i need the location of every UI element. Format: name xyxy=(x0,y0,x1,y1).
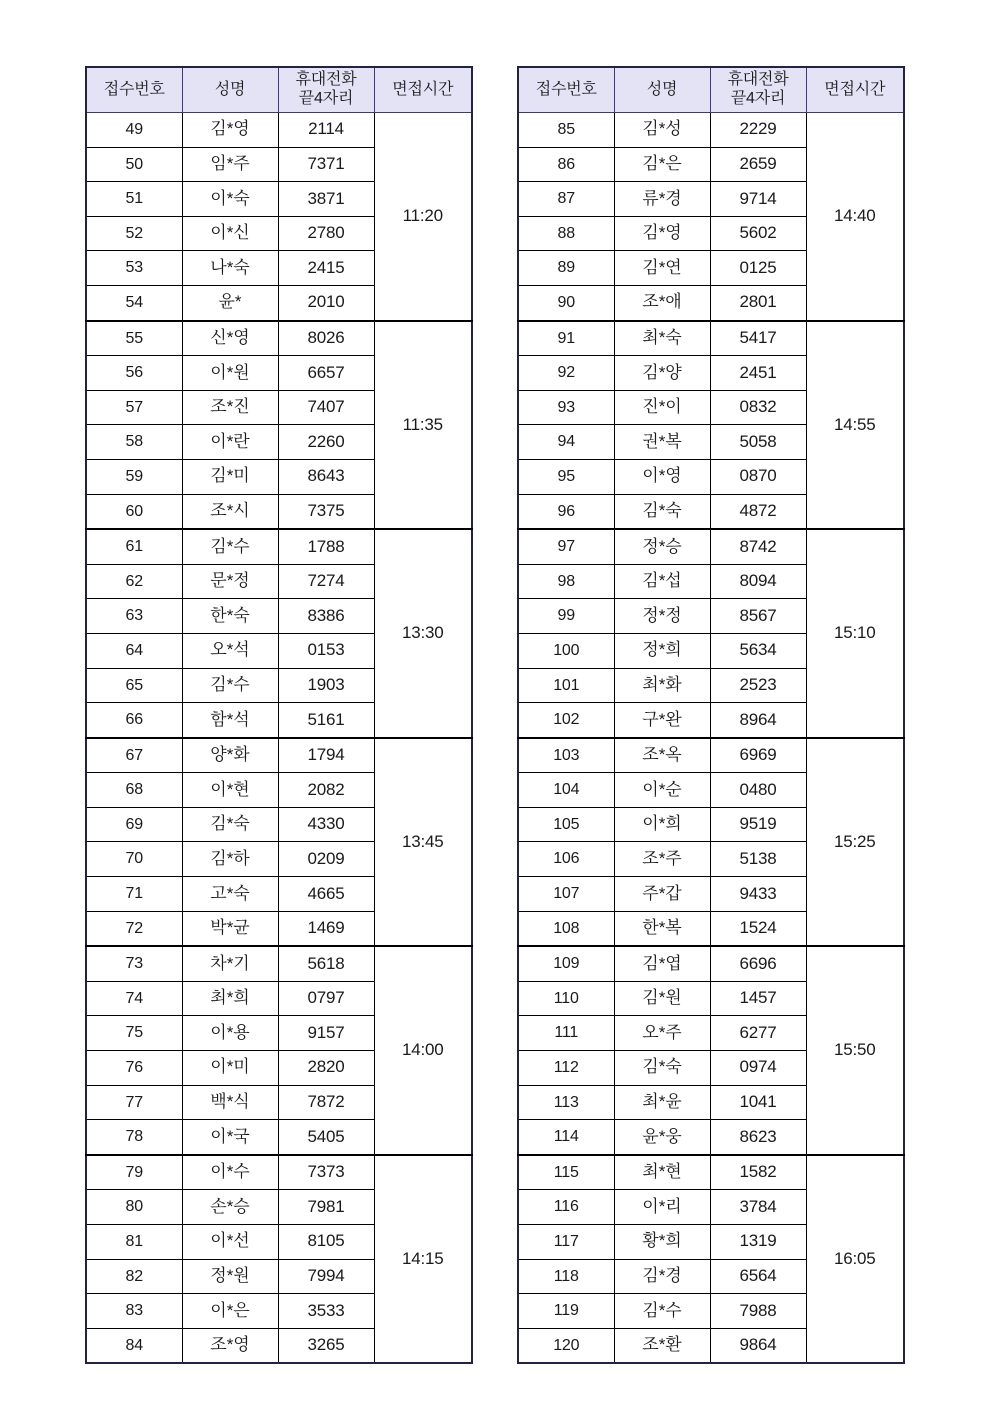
cell-phone-last4: 5405 xyxy=(278,1120,374,1155)
cell-number: 85 xyxy=(518,113,614,148)
cell-number: 94 xyxy=(518,425,614,460)
cell-name: 한*복 xyxy=(614,911,710,946)
cell-name: 조*시 xyxy=(182,494,278,529)
cell-name: 이*희 xyxy=(614,807,710,842)
cell-phone-last4: 0153 xyxy=(278,633,374,668)
cell-name: 이*용 xyxy=(182,1016,278,1051)
cell-phone-last4: 0480 xyxy=(710,773,806,808)
cell-number: 77 xyxy=(86,1085,182,1120)
cell-phone-last4: 1903 xyxy=(278,668,374,703)
column-header-phone-line2: 끝4자리 xyxy=(298,90,354,107)
table-row xyxy=(518,113,904,148)
cell-name: 김*수 xyxy=(182,668,278,703)
cell-number: 104 xyxy=(518,773,614,808)
cell-name: 조*진 xyxy=(182,390,278,425)
cell-number: 56 xyxy=(86,356,182,391)
cell-phone-last4: 7407 xyxy=(278,390,374,425)
cell-name: 권*복 xyxy=(614,425,710,460)
cell-number: 64 xyxy=(86,633,182,668)
cell-phone-last4: 8742 xyxy=(710,529,806,564)
cell-name: 김*숙 xyxy=(182,807,278,842)
cell-name: 김*경 xyxy=(614,1259,710,1294)
table-header-right xyxy=(518,67,904,113)
cell-phone-last4: 6969 xyxy=(710,738,806,773)
cell-name: 이*리 xyxy=(614,1190,710,1225)
table-row xyxy=(86,1155,472,1190)
cell-number: 49 xyxy=(86,113,182,148)
table-row xyxy=(518,738,904,773)
cell-phone-last4: 3871 xyxy=(278,182,374,217)
cell-number: 120 xyxy=(518,1328,614,1363)
cell-phone-last4: 2780 xyxy=(278,216,374,251)
cell-name: 김*숙 xyxy=(614,494,710,529)
cell-phone-last4: 8623 xyxy=(710,1120,806,1155)
cell-phone-last4: 4872 xyxy=(710,494,806,529)
cell-phone-last4: 7994 xyxy=(278,1259,374,1294)
table-header-left xyxy=(86,67,472,113)
cell-name: 최*숙 xyxy=(614,321,710,356)
cell-name: 한*숙 xyxy=(182,599,278,634)
cell-name: 양*화 xyxy=(182,738,278,773)
cell-name: 이*숙 xyxy=(182,182,278,217)
column-header-phone xyxy=(278,67,374,113)
cell-number: 93 xyxy=(518,390,614,425)
table-row xyxy=(86,738,472,773)
cell-name: 조*옥 xyxy=(614,738,710,773)
cell-number: 67 xyxy=(86,738,182,773)
cell-name: 김*성 xyxy=(614,113,710,148)
cell-phone-last4: 5618 xyxy=(278,946,374,981)
schedule-table-right-wrapper xyxy=(517,66,903,1364)
cell-number: 54 xyxy=(86,285,182,320)
cell-interview-time: 15:25 xyxy=(806,738,904,947)
cell-phone-last4: 3265 xyxy=(278,1328,374,1363)
cell-name: 정*승 xyxy=(614,529,710,564)
cell-phone-last4: 8567 xyxy=(710,599,806,634)
cell-phone-last4: 0797 xyxy=(278,981,374,1016)
cell-name: 진*이 xyxy=(614,390,710,425)
cell-number: 65 xyxy=(86,668,182,703)
cell-number: 97 xyxy=(518,529,614,564)
cell-number: 109 xyxy=(518,946,614,981)
cell-phone-last4: 1469 xyxy=(278,911,374,946)
cell-name: 김*섭 xyxy=(614,564,710,599)
table-row xyxy=(518,321,904,356)
cell-name: 손*승 xyxy=(182,1190,278,1225)
cell-phone-last4: 8964 xyxy=(710,703,806,738)
cell-phone-last4: 1582 xyxy=(710,1155,806,1190)
cell-number: 84 xyxy=(86,1328,182,1363)
cell-phone-last4: 1041 xyxy=(710,1085,806,1120)
cell-name: 정*정 xyxy=(614,599,710,634)
cell-interview-time: 14:00 xyxy=(374,946,472,1155)
schedule-table-left xyxy=(85,66,473,1364)
cell-phone-last4: 4330 xyxy=(278,807,374,842)
cell-phone-last4: 1319 xyxy=(710,1225,806,1260)
cell-number: 79 xyxy=(86,1155,182,1190)
cell-name: 나*숙 xyxy=(182,251,278,286)
cell-number: 80 xyxy=(86,1190,182,1225)
cell-number: 90 xyxy=(518,285,614,320)
cell-number: 58 xyxy=(86,425,182,460)
cell-number: 108 xyxy=(518,911,614,946)
cell-number: 116 xyxy=(518,1190,614,1225)
cell-number: 81 xyxy=(86,1225,182,1260)
cell-name: 김*원 xyxy=(614,981,710,1016)
cell-phone-last4: 7371 xyxy=(278,147,374,182)
cell-name: 정*희 xyxy=(614,633,710,668)
table-row xyxy=(86,946,472,981)
cell-phone-last4: 6657 xyxy=(278,356,374,391)
cell-number: 113 xyxy=(518,1085,614,1120)
cell-phone-last4: 0832 xyxy=(710,390,806,425)
cell-phone-last4: 8094 xyxy=(710,564,806,599)
cell-number: 63 xyxy=(86,599,182,634)
header-row xyxy=(518,67,904,113)
cell-name: 이*영 xyxy=(614,459,710,494)
cell-number: 117 xyxy=(518,1225,614,1260)
cell-phone-last4: 0125 xyxy=(710,251,806,286)
column-header-phone-line2: 끝4자리 xyxy=(730,90,786,107)
cell-number: 101 xyxy=(518,668,614,703)
table-row xyxy=(86,113,472,148)
cell-interview-time: 13:30 xyxy=(374,529,472,738)
cell-interview-time: 11:35 xyxy=(374,321,472,530)
cell-number: 60 xyxy=(86,494,182,529)
cell-phone-last4: 6564 xyxy=(710,1259,806,1294)
cell-phone-last4: 8026 xyxy=(278,321,374,356)
cell-phone-last4: 5634 xyxy=(710,633,806,668)
cell-phone-last4: 5602 xyxy=(710,216,806,251)
cell-phone-last4: 7274 xyxy=(278,564,374,599)
cell-number: 73 xyxy=(86,946,182,981)
cell-name: 이*은 xyxy=(182,1294,278,1329)
cell-number: 61 xyxy=(86,529,182,564)
cell-number: 75 xyxy=(86,1016,182,1051)
cell-name: 최*현 xyxy=(614,1155,710,1190)
cell-number: 96 xyxy=(518,494,614,529)
cell-phone-last4: 2659 xyxy=(710,147,806,182)
cell-name: 이*순 xyxy=(614,773,710,808)
cell-number: 89 xyxy=(518,251,614,286)
cell-name: 백*식 xyxy=(182,1085,278,1120)
column-header-name: 성명 xyxy=(614,67,710,113)
cell-phone-last4: 2114 xyxy=(278,113,374,148)
cell-name: 김*미 xyxy=(182,459,278,494)
cell-number: 70 xyxy=(86,842,182,877)
cell-name: 김*숙 xyxy=(614,1051,710,1086)
cell-name: 임*주 xyxy=(182,147,278,182)
column-header-number: 접수번호 xyxy=(86,67,182,113)
cell-phone-last4: 7375 xyxy=(278,494,374,529)
cell-phone-last4: 5417 xyxy=(710,321,806,356)
cell-number: 107 xyxy=(518,877,614,912)
cell-phone-last4: 2523 xyxy=(710,668,806,703)
cell-number: 71 xyxy=(86,877,182,912)
cell-number: 112 xyxy=(518,1051,614,1086)
cell-interview-time: 14:40 xyxy=(806,113,904,321)
cell-phone-last4: 1457 xyxy=(710,981,806,1016)
cell-phone-last4: 9519 xyxy=(710,807,806,842)
cell-number: 51 xyxy=(86,182,182,217)
cell-phone-last4: 2229 xyxy=(710,113,806,148)
cell-number: 92 xyxy=(518,356,614,391)
cell-number: 102 xyxy=(518,703,614,738)
cell-interview-time: 15:10 xyxy=(806,529,904,738)
cell-phone-last4: 2415 xyxy=(278,251,374,286)
cell-phone-last4: 4665 xyxy=(278,877,374,912)
column-header-time: 면접시간 xyxy=(374,67,472,113)
cell-name: 이*원 xyxy=(182,356,278,391)
table-row xyxy=(86,321,472,356)
cell-interview-time: 13:45 xyxy=(374,738,472,947)
cell-name: 김*영 xyxy=(182,113,278,148)
cell-number: 95 xyxy=(518,459,614,494)
cell-phone-last4: 1794 xyxy=(278,738,374,773)
cell-name: 주*갑 xyxy=(614,877,710,912)
cell-phone-last4: 1524 xyxy=(710,911,806,946)
cell-number: 76 xyxy=(86,1051,182,1086)
cell-number: 111 xyxy=(518,1016,614,1051)
cell-phone-last4: 7872 xyxy=(278,1085,374,1120)
cell-phone-last4: 2010 xyxy=(278,285,374,320)
cell-phone-last4: 9433 xyxy=(710,877,806,912)
cell-interview-time: 11:20 xyxy=(374,113,472,321)
cell-name: 이*현 xyxy=(182,773,278,808)
cell-name: 오*주 xyxy=(614,1016,710,1051)
cell-number: 82 xyxy=(86,1259,182,1294)
cell-phone-last4: 3533 xyxy=(278,1294,374,1329)
cell-phone-last4: 0974 xyxy=(710,1051,806,1086)
cell-phone-last4: 2260 xyxy=(278,425,374,460)
cell-name: 이*수 xyxy=(182,1155,278,1190)
cell-interview-time: 16:05 xyxy=(806,1155,904,1364)
cell-number: 106 xyxy=(518,842,614,877)
cell-name: 이*미 xyxy=(182,1051,278,1086)
cell-name: 이*국 xyxy=(182,1120,278,1155)
table-body-right xyxy=(518,113,904,1364)
cell-phone-last4: 2820 xyxy=(278,1051,374,1086)
cell-phone-last4: 0209 xyxy=(278,842,374,877)
cell-name: 최*윤 xyxy=(614,1085,710,1120)
column-header-name: 성명 xyxy=(182,67,278,113)
cell-name: 고*숙 xyxy=(182,877,278,912)
table-row xyxy=(518,946,904,981)
cell-interview-time: 14:55 xyxy=(806,321,904,530)
cell-interview-time: 14:15 xyxy=(374,1155,472,1364)
cell-name: 조*주 xyxy=(614,842,710,877)
cell-number: 52 xyxy=(86,216,182,251)
cell-phone-last4: 9157 xyxy=(278,1016,374,1051)
cell-number: 66 xyxy=(86,703,182,738)
cell-name: 최*화 xyxy=(614,668,710,703)
cell-phone-last4: 7988 xyxy=(710,1294,806,1329)
cell-number: 57 xyxy=(86,390,182,425)
cell-number: 119 xyxy=(518,1294,614,1329)
cell-number: 103 xyxy=(518,738,614,773)
cell-name: 김*연 xyxy=(614,251,710,286)
cell-name: 김*하 xyxy=(182,842,278,877)
cell-number: 69 xyxy=(86,807,182,842)
header-row xyxy=(86,67,472,113)
cell-number: 83 xyxy=(86,1294,182,1329)
cell-number: 86 xyxy=(518,147,614,182)
cell-name: 조*환 xyxy=(614,1328,710,1363)
cell-number: 91 xyxy=(518,321,614,356)
cell-phone-last4: 9714 xyxy=(710,182,806,217)
cell-name: 문*정 xyxy=(182,564,278,599)
cell-name: 신*영 xyxy=(182,321,278,356)
cell-number: 114 xyxy=(518,1120,614,1155)
cell-phone-last4: 0870 xyxy=(710,459,806,494)
cell-name: 김*영 xyxy=(614,216,710,251)
column-header-number: 접수번호 xyxy=(518,67,614,113)
cell-number: 118 xyxy=(518,1259,614,1294)
cell-name: 박*균 xyxy=(182,911,278,946)
cell-phone-last4: 2801 xyxy=(710,285,806,320)
schedule-table-right xyxy=(517,66,905,1364)
cell-name: 김*은 xyxy=(614,147,710,182)
cell-phone-last4: 5161 xyxy=(278,703,374,738)
cell-name: 류*경 xyxy=(614,182,710,217)
cell-number: 55 xyxy=(86,321,182,356)
cell-number: 88 xyxy=(518,216,614,251)
schedule-table-left-wrapper xyxy=(85,66,471,1364)
cell-interview-time: 15:50 xyxy=(806,946,904,1155)
cell-phone-last4: 1788 xyxy=(278,529,374,564)
cell-phone-last4: 5058 xyxy=(710,425,806,460)
cell-number: 110 xyxy=(518,981,614,1016)
cell-number: 115 xyxy=(518,1155,614,1190)
table-body-left xyxy=(86,113,472,1364)
column-header-phone-line1: 휴대전화 xyxy=(727,71,789,89)
cell-number: 53 xyxy=(86,251,182,286)
cell-name: 김*수 xyxy=(182,529,278,564)
cell-phone-last4: 6696 xyxy=(710,946,806,981)
cell-phone-last4: 2451 xyxy=(710,356,806,391)
cell-name: 이*신 xyxy=(182,216,278,251)
cell-name: 구*완 xyxy=(614,703,710,738)
cell-name: 정*원 xyxy=(182,1259,278,1294)
cell-number: 50 xyxy=(86,147,182,182)
cell-number: 100 xyxy=(518,633,614,668)
cell-name: 함*석 xyxy=(182,703,278,738)
cell-name: 이*선 xyxy=(182,1225,278,1260)
cell-name: 황*희 xyxy=(614,1225,710,1260)
cell-number: 72 xyxy=(86,911,182,946)
cell-phone-last4: 9864 xyxy=(710,1328,806,1363)
cell-number: 62 xyxy=(86,564,182,599)
cell-phone-last4: 5138 xyxy=(710,842,806,877)
cell-name: 윤*웅 xyxy=(614,1120,710,1155)
cell-name: 조*영 xyxy=(182,1328,278,1363)
column-header-time: 면접시간 xyxy=(806,67,904,113)
cell-number: 68 xyxy=(86,773,182,808)
cell-phone-last4: 7373 xyxy=(278,1155,374,1190)
table-row xyxy=(518,1155,904,1190)
cell-name: 이*란 xyxy=(182,425,278,460)
cell-number: 59 xyxy=(86,459,182,494)
cell-phone-last4: 7981 xyxy=(278,1190,374,1225)
cell-number: 74 xyxy=(86,981,182,1016)
cell-phone-last4: 8643 xyxy=(278,459,374,494)
cell-name: 조*애 xyxy=(614,285,710,320)
cell-name: 차*기 xyxy=(182,946,278,981)
cell-phone-last4: 6277 xyxy=(710,1016,806,1051)
cell-phone-last4: 2082 xyxy=(278,773,374,808)
cell-phone-last4: 3784 xyxy=(710,1190,806,1225)
cell-name: 김*수 xyxy=(614,1294,710,1329)
cell-number: 99 xyxy=(518,599,614,634)
table-row xyxy=(86,529,472,564)
cell-number: 98 xyxy=(518,564,614,599)
column-header-phone xyxy=(710,67,806,113)
cell-number: 105 xyxy=(518,807,614,842)
cell-phone-last4: 8105 xyxy=(278,1225,374,1260)
cell-name: 최*희 xyxy=(182,981,278,1016)
cell-number: 78 xyxy=(86,1120,182,1155)
column-header-phone-line1: 휴대전화 xyxy=(295,71,357,89)
cell-name: 김*양 xyxy=(614,356,710,391)
cell-name: 윤* xyxy=(182,285,278,320)
cell-name: 오*석 xyxy=(182,633,278,668)
cell-number: 87 xyxy=(518,182,614,217)
cell-name: 김*엽 xyxy=(614,946,710,981)
table-row xyxy=(518,529,904,564)
cell-phone-last4: 8386 xyxy=(278,599,374,634)
